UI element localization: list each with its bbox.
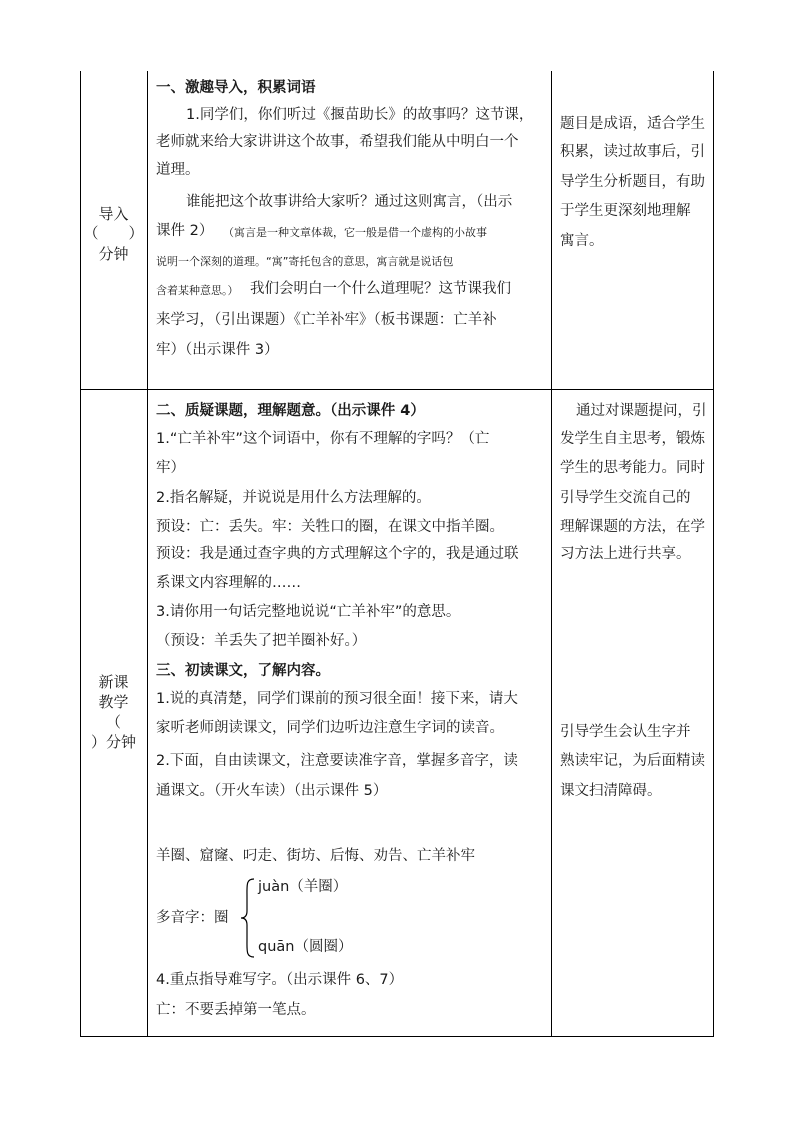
- intent-line: 理解课题的方法，在学: [560, 519, 705, 535]
- intent-line: 学生的思考能力。同时: [560, 460, 705, 476]
- stage-label-line: 分钟: [98, 245, 129, 263]
- table-border-right: [713, 71, 714, 1037]
- intent-line: 通过对课题提问，引: [576, 403, 707, 419]
- paragraph-line: 2.下面，自由读课文，注意要读准字音，掌握多音字，读: [156, 753, 518, 769]
- intent-line: 熟读牢记，为后面精读: [560, 753, 705, 769]
- column-divider-1: [147, 71, 148, 1037]
- stage-label-line: （ ）: [83, 224, 144, 242]
- paragraph-line: 课件 2）: [156, 223, 214, 239]
- paragraph-line: 通课文。（开火车读）（出示课件 5）: [156, 783, 388, 799]
- intent-line: 导学生分析题目，有助: [560, 174, 705, 190]
- lesson-plan-table: [80, 71, 714, 1037]
- paragraph-line: 预设：亡：丢失。牢：关牲口的圈，在课文中指羊圈。: [156, 519, 504, 535]
- note-line: 说明一个深刻的道理。“寓”寄托包含的意思，寓言就是说话包: [156, 255, 454, 268]
- paragraph-line: 3.请你用一句话完整地说说“亡羊补牢”的意思。: [156, 604, 461, 620]
- paragraph-line: 道理。: [156, 162, 200, 178]
- polyphonic-label: 多音字：圈: [156, 910, 229, 926]
- section-heading: 三、初读课文，了解内容。: [156, 663, 330, 679]
- row-divider: [80, 389, 714, 390]
- curly-brace-icon: [240, 877, 256, 959]
- column-divider-2: [551, 71, 552, 1037]
- intent-line: 题目是成语，适合学生: [560, 116, 705, 132]
- paragraph-line: 1.同学们，你们听过《揠苗助长》的故事吗？这节课，: [186, 107, 534, 123]
- paragraph-line: （预设：羊丢失了把羊圈补好。）: [156, 633, 367, 649]
- note-line: （寓言是一种文章体裁，它一般是借一个虚构的小故事: [223, 226, 487, 239]
- paragraph-line: 牢）（出示课件 3）: [156, 342, 279, 358]
- paragraph-line: 系课文内容理解的……: [156, 575, 301, 591]
- paragraph-line: 家听老师朗读课文，同学们边听边注意生字词的读音。: [156, 720, 504, 736]
- pronunciation-quan: quān（圆圈）: [258, 939, 353, 955]
- section-heading: 一、激趣导入，积累词语: [156, 80, 316, 96]
- intent-line: 寓言。: [560, 233, 604, 249]
- intent-line: 课文扫清障碍。: [560, 783, 662, 799]
- paragraph-line: 谁能把这个故事讲给大家听？通过这则寓言，（出示: [186, 194, 513, 210]
- table-border-bottom: [80, 1036, 714, 1037]
- paragraph-line: 预设：我是通过查字典的方式理解这个字的，我是通过联: [156, 546, 519, 562]
- stage-label-line: 教学: [98, 693, 129, 711]
- paragraph-line: 牢）: [156, 460, 185, 476]
- paragraph-line: 2.指名解疑，并说说是用什么方法理解的。: [156, 490, 431, 506]
- stage-label-line: 导入: [98, 205, 129, 223]
- paragraph-line: 1.“亡羊补牢”这个词语中，你有不理解的字吗？（亡: [156, 431, 490, 447]
- paragraph-line: 亡：不要丢掉第一笔点。: [156, 1002, 316, 1018]
- intent-line: 引导学生会认生字并: [560, 724, 691, 740]
- intent-line: 发学生自主思考，锻炼: [560, 431, 705, 447]
- pronunciation-juan: juàn（羊圈）: [258, 879, 348, 895]
- paragraph-line: 1.说的真清楚，同学们课前的预习很全面！接下来，请大: [156, 691, 518, 707]
- stage-label-line: （: [105, 713, 121, 731]
- intent-line: 习方法上进行共享。: [560, 546, 691, 562]
- stage-label-line: ）分钟: [90, 733, 136, 751]
- paragraph-line: 4.重点指导难写字。（出示课件 6、7）: [156, 972, 404, 988]
- paragraph-line: 我们会明白一个什么道理呢？这节课我们: [250, 281, 511, 297]
- intent-line: 积累，读过故事后，引: [560, 144, 705, 160]
- section-heading: 二、质疑课题，理解题意。（出示课件 4）: [156, 403, 425, 419]
- stage-label-line: 新课: [98, 673, 129, 691]
- intent-line: 引导学生交流自己的: [560, 490, 691, 506]
- vocabulary-line: 羊圈、窟窿、叼走、街坊、后悔、劝告、亡羊补牢: [156, 848, 475, 864]
- intent-line: 于学生更深刻地理解: [560, 203, 691, 219]
- paragraph-line: 来学习，（引出课题）《亡羊补牢》（板书课题：亡羊补: [156, 312, 497, 328]
- paragraph-line: 老师就来给大家讲讲这个故事，希望我们能从中明白一个: [156, 134, 519, 150]
- note-line: 含着某种意思。）: [156, 284, 239, 297]
